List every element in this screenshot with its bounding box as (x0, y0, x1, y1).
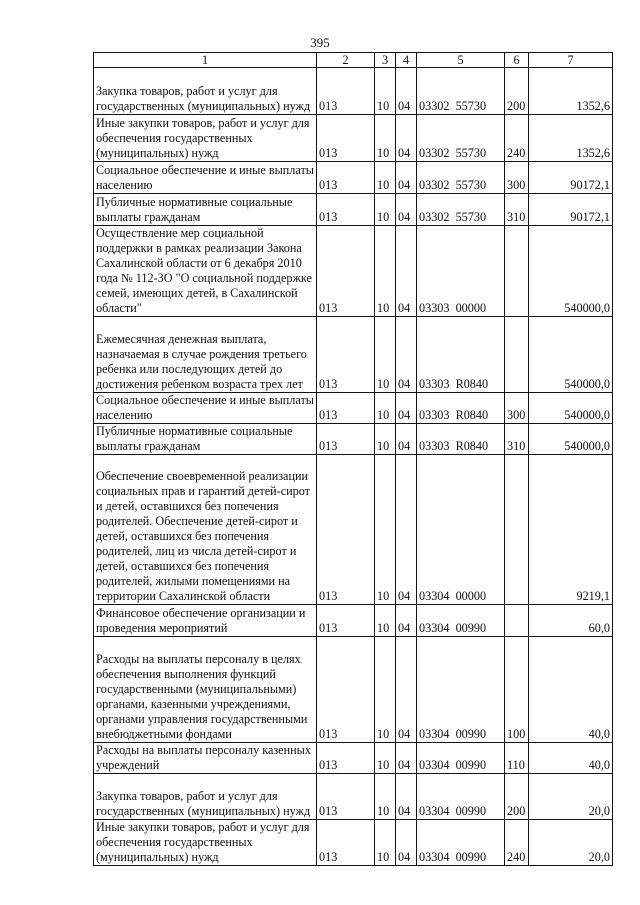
table-row (94, 424, 613, 455)
expense-kind-code (505, 605, 529, 637)
expense-kind-code (505, 455, 529, 605)
subsection-code: 04 (396, 774, 417, 820)
expense-name: Иные закупки товаров, работ и услуг для обеспечения государственных (муниципальных) нужд (94, 820, 317, 866)
table-row (94, 115, 613, 162)
amount: 540000,0 (529, 226, 613, 317)
target-article-code: 03303 00000 (417, 226, 505, 317)
table-row (94, 774, 613, 820)
section-code: 10 (375, 605, 396, 637)
expense-kind-code: 240 (505, 820, 529, 866)
header-cell: 1 (94, 53, 317, 68)
subsection-code: 04 (396, 317, 417, 393)
table-row (94, 743, 613, 774)
header-cell: 3 (375, 53, 396, 68)
amount: 9219,1 (529, 455, 613, 605)
subsection-code: 04 (396, 455, 417, 605)
section-code: 10 (375, 743, 396, 774)
expense-name: Социальное обеспечение и иные выплаты населению (94, 162, 317, 194)
header-cell: 5 (417, 53, 505, 68)
target-article-code: 03302 55730 (417, 162, 505, 194)
header-cell: 2 (317, 53, 375, 68)
section-code: 10 (375, 774, 396, 820)
target-article-code: 03302 55730 (417, 194, 505, 226)
amount: 40,0 (529, 743, 613, 774)
section-code: 10 (375, 455, 396, 605)
ministry-code: 013 (317, 424, 375, 455)
amount: 540000,0 (529, 317, 613, 393)
subsection-code: 04 (396, 162, 417, 194)
target-article-code: 03304 00990 (417, 605, 505, 637)
subsection-code: 04 (396, 743, 417, 774)
table-row (94, 820, 613, 866)
section-code: 10 (375, 226, 396, 317)
amount: 1352,6 (529, 68, 613, 115)
expense-kind-code (505, 226, 529, 317)
expense-kind-code: 100 (505, 637, 529, 743)
expense-kind-code: 240 (505, 115, 529, 162)
subsection-code: 04 (396, 115, 417, 162)
expense-name: Осуществление мер социальной поддержки в рамках реализации Закона Сахалинской области от 6 декабря 2010 года № 112-ЗО "О социальной поддержке семей, имеющих детей, в Сахалинской области" (94, 226, 317, 317)
header-cell: 7 (529, 53, 613, 68)
target-article-code: 03304 00990 (417, 820, 505, 866)
ministry-code: 013 (317, 226, 375, 317)
expense-kind-code: 110 (505, 743, 529, 774)
amount: 1352,6 (529, 115, 613, 162)
subsection-code: 04 (396, 393, 417, 424)
table-row (94, 68, 613, 115)
amount: 90172,1 (529, 162, 613, 194)
table-row (94, 637, 613, 743)
expense-name: Публичные нормативные социальные выплаты гражданам (94, 424, 317, 455)
ministry-code: 013 (317, 743, 375, 774)
table-row (94, 455, 613, 605)
amount: 20,0 (529, 774, 613, 820)
amount: 540000,0 (529, 424, 613, 455)
ministry-code: 013 (317, 68, 375, 115)
expense-name: Расходы на выплаты персоналу казенных учреждений (94, 743, 317, 774)
table-header-row (94, 53, 613, 68)
table-row (94, 605, 613, 637)
target-article-code: 03304 00990 (417, 637, 505, 743)
amount: 60,0 (529, 605, 613, 637)
ministry-code: 013 (317, 115, 375, 162)
subsection-code: 04 (396, 226, 417, 317)
section-code: 10 (375, 637, 396, 743)
target-article-code: 03302 55730 (417, 68, 505, 115)
expense-name: Социальное обеспечение и иные выплаты населению (94, 393, 317, 424)
budget-table (93, 52, 613, 866)
expense-name: Закупка товаров, работ и услуг для государственных (муниципальных) нужд (94, 774, 317, 820)
section-code: 10 (375, 820, 396, 866)
section-code: 10 (375, 68, 396, 115)
header-cell: 6 (505, 53, 529, 68)
expense-name: Иные закупки товаров, работ и услуг для обеспечения государственных (муниципальных) нужд (94, 115, 317, 162)
target-article-code: 03303 R0840 (417, 317, 505, 393)
subsection-code: 04 (396, 68, 417, 115)
ministry-code: 013 (317, 194, 375, 226)
subsection-code: 04 (396, 605, 417, 637)
target-article-code: 03303 R0840 (417, 424, 505, 455)
amount: 540000,0 (529, 393, 613, 424)
amount: 20,0 (529, 820, 613, 866)
expense-name: Расходы на выплаты персоналу в целях обеспечения выполнения функций государственными (муниципальными) органами, казенными учреждениями, органами управления государственными внебюджетными фондами (94, 637, 317, 743)
table-row (94, 393, 613, 424)
section-code: 10 (375, 194, 396, 226)
expense-name: Ежемесячная денежная выплата, назначаемая в случае рождения третьего ребенка или последующих детей до достижения ребенком возраста трех лет (94, 317, 317, 393)
ministry-code: 013 (317, 774, 375, 820)
ministry-code: 013 (317, 393, 375, 424)
section-code: 10 (375, 115, 396, 162)
section-code: 10 (375, 162, 396, 194)
ministry-code: 013 (317, 455, 375, 605)
expense-name: Публичные нормативные социальные выплаты гражданам (94, 194, 317, 226)
ministry-code: 013 (317, 317, 375, 393)
subsection-code: 04 (396, 424, 417, 455)
amount: 40,0 (529, 637, 613, 743)
expense-kind-code: 310 (505, 424, 529, 455)
expense-kind-code: 310 (505, 194, 529, 226)
ministry-code: 013 (317, 162, 375, 194)
target-article-code: 03304 00990 (417, 743, 505, 774)
subsection-code: 04 (396, 194, 417, 226)
expense-kind-code: 300 (505, 162, 529, 194)
section-code: 10 (375, 424, 396, 455)
section-code: 10 (375, 317, 396, 393)
table-row (94, 226, 613, 317)
expense-kind-code (505, 317, 529, 393)
amount: 90172,1 (529, 194, 613, 226)
table-row (94, 317, 613, 393)
expense-kind-code: 200 (505, 774, 529, 820)
subsection-code: 04 (396, 637, 417, 743)
expense-kind-code: 300 (505, 393, 529, 424)
header-cell: 4 (396, 53, 417, 68)
target-article-code: 03304 00990 (417, 774, 505, 820)
subsection-code: 04 (396, 820, 417, 866)
section-code: 10 (375, 393, 396, 424)
target-article-code: 03302 55730 (417, 115, 505, 162)
table-row (94, 194, 613, 226)
target-article-code: 03303 R0840 (417, 393, 505, 424)
page-number: 395 (310, 35, 330, 50)
expense-name: Закупка товаров, работ и услуг для государственных (муниципальных) нужд (94, 68, 317, 115)
expense-kind-code: 200 (505, 68, 529, 115)
ministry-code: 013 (317, 637, 375, 743)
expense-name: Финансовое обеспечение организации и проведения мероприятий (94, 605, 317, 637)
target-article-code: 03304 00000 (417, 455, 505, 605)
ministry-code: 013 (317, 820, 375, 866)
ministry-code: 013 (317, 605, 375, 637)
table-row (94, 162, 613, 194)
expense-name: Обеспечение своевременной реализации социальных прав и гарантий детей-сирот и детей, оставшихся без попечения родителей. Обеспечение детей-сирот и детей, оставшихся без попечения родителей, лиц из числа детей-сирот и детей, оставшихся без попечения родителей, жилыми помещениями на территории Сахалинской области (94, 455, 317, 605)
